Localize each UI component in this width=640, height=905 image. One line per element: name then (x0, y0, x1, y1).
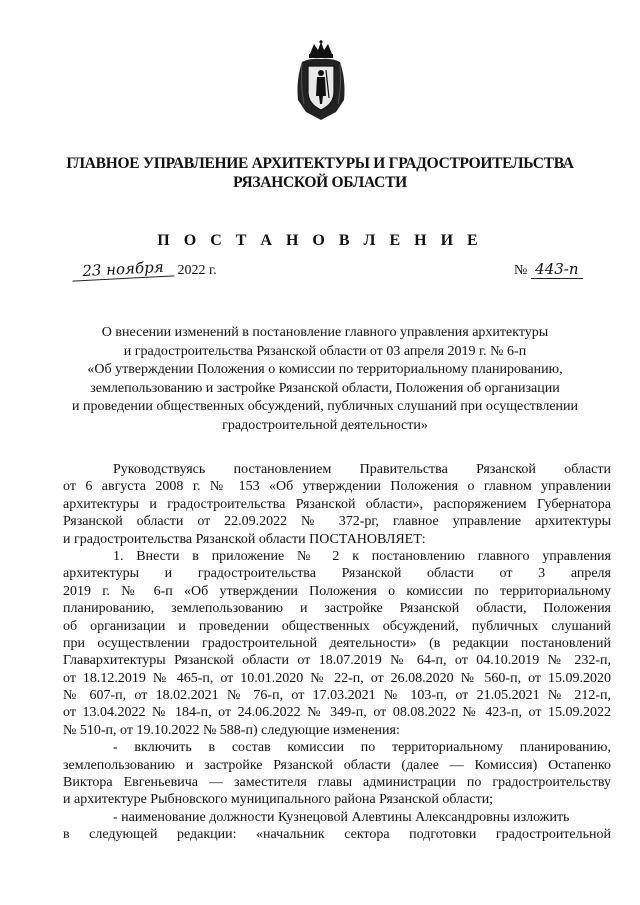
body-line: архитектуры и градостроительства Рязанской области от 3 апреля (63, 566, 611, 582)
number-label: № (514, 263, 528, 278)
body-line: - наименование должности Кузнецовой Алевтины Александровны изложить (113, 809, 570, 825)
date-year: 2022 г. (177, 263, 217, 278)
body-line: Виктора Евгеньевича — заместителя главы администрации по градостроительству (63, 775, 611, 791)
coat-of-arms-icon (292, 40, 350, 122)
document-subject (64, 324, 586, 435)
document-body (63, 461, 611, 844)
handwritten-date: 23 ноября (72, 257, 175, 281)
organization-name-line-2: РЯЗАНСКОЙ ОБЛАСТИ (233, 174, 407, 191)
body-line: Главархитектуры Рязанской области от 18.07.2019 № 64-п, от 04.10.2019 № 232-п, (63, 653, 611, 669)
document-type-heading: П О С Т А Н О В Л Е Н И Е (157, 232, 483, 249)
subject-line: «Об утверждении Положения о комиссии по территориальному планированию, (87, 362, 563, 377)
body-line: и градостроительства Рязанской области ПОСТАНОВЛЯЕТ: (63, 531, 426, 547)
body-line: Руководствуясь постановлением Правительства Рязанской области (113, 462, 611, 477)
subject-line: и проведении общественных обсуждений, публичных слушаний при осуществлении (71, 399, 579, 414)
body-line: об организации и проведении общественных обсуждений, публичных слушаний (63, 618, 611, 634)
body-line: планированию, землепользованию и застройке Рязанской области, Положения (63, 601, 611, 617)
body-line: от 6 августа 2008 г. № 153 «Об утверждении Положения о главном управлении (63, 479, 611, 495)
subject-line: О внесении изменений в постановление главного управления архитектуры (101, 325, 549, 340)
body-line: от 13.04.2022 № 184-п, от 24.06.2022 № 349-п, от 08.08.2022 № 423-п, от 15.09.2022 (63, 705, 611, 721)
subject-line: и градостроительства Рязанской области от 03 апреля 2019 г. № 6-п (123, 343, 527, 359)
organization-name-line-1: ГЛАВНОЕ УПРАВЛЕНИЕ АРХИТЕКТУРЫ И ГРАДОСТРОИТЕЛЬСТВА (66, 155, 574, 172)
document-number (514, 260, 583, 279)
handwritten-number: 443-п (531, 260, 583, 279)
body-line: - включить в состав комиссии по территориальному планированию, (113, 740, 611, 756)
body-line: от 18.12.2019 № 465-п, от 10.01.2020 № 22-п, от 26.08.2020 № 560-п, от 15.09.2020 (63, 670, 611, 686)
document-date (72, 257, 217, 281)
body-line: 2019 г. № 6-п «Об утверждении Положения о комиссии по территориальному (63, 583, 611, 599)
body-line: № 510-п, от 19.10.2022 № 588-п) следующие изменения: (63, 722, 400, 738)
subject-line: градостроительной деятельности» (222, 417, 428, 433)
body-line: и архитектуре Рыбновского муниципального района Рязанской области; (63, 792, 494, 808)
body-line: № 607-п, от 18.02.2021 № 76-п, от 17.03.2021 № 103-п, от 21.05.2021 № 212-п, (63, 688, 611, 704)
body-line: 1. Внести в приложение № 2 к постановлению главного управления (113, 548, 611, 564)
body-line: в следующей редакции: «начальник сектора подготовки градостроительной (63, 827, 611, 843)
body-line: землепользованию и застройке Рязанской области (далее — Комиссия) Остапенко (63, 757, 611, 773)
body-line: архитектуры и градостроительства Рязанской области», распоряжением Губернатора (63, 496, 611, 512)
body-line: при осуществлении градостроительной деятельности» (в редакции постановлений (63, 635, 611, 651)
subject-line: землепользованию и застройке Рязанской области, Положения об организации (90, 380, 560, 396)
body-line: Рязанской области от 22.09.2022 № 372-рг, главное управление архитектуры (63, 514, 611, 530)
